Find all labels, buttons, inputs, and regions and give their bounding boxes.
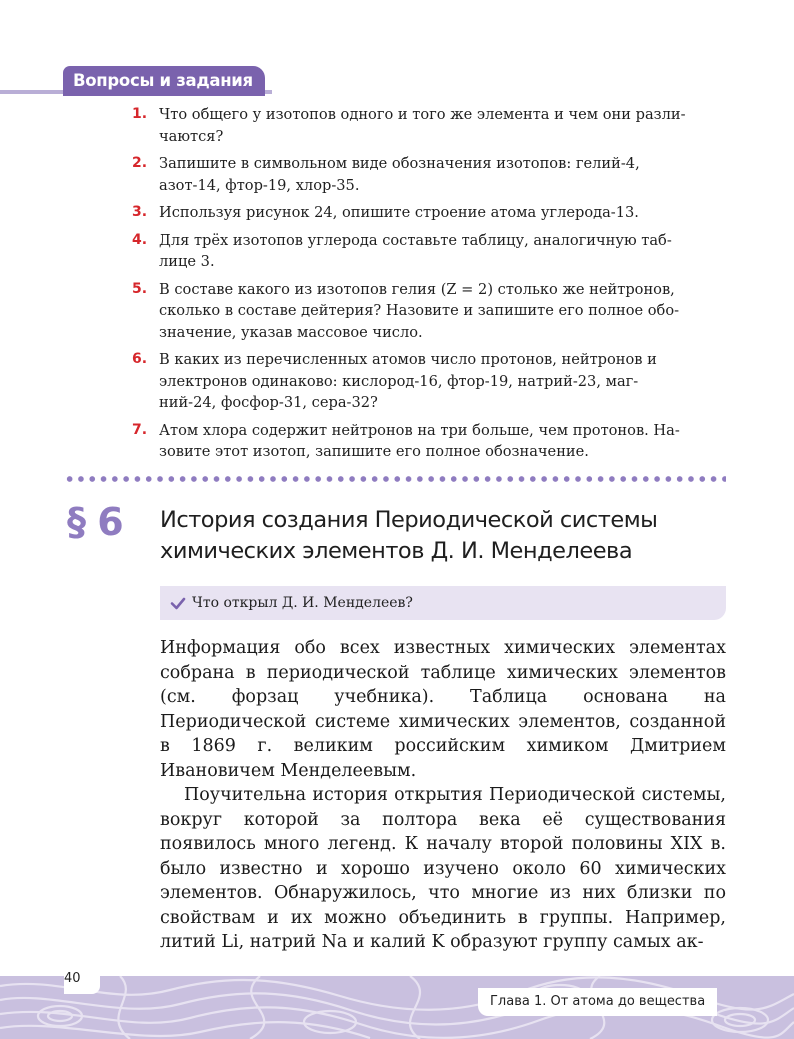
question-number: 2.	[132, 155, 148, 171]
section-number: § 6	[67, 500, 123, 544]
question-line: Атом хлора содержит нейтронов на три больше, чем протонов. На-	[159, 421, 680, 439]
question-number: 1.	[132, 106, 148, 122]
body-paragraph: Поучительна история открытия Периодической системы, вокруг которой за полтора века её существования появилось много легенд. К началу второй половины XIX в. было известно и хорошо изучено около 60 химических элементов. Обнаружилось, что многие из них близки по свойствам и их можно объединить в группы. Например, литий Li, натрий Na и калий K образуют группу самых ак-	[160, 785, 726, 952]
question-line: зовите этот изотоп, запишите его полное обозначение.	[159, 443, 589, 460]
section-title-line: химических элементов Д. И. Менделеева	[160, 538, 633, 564]
section-title	[160, 505, 720, 567]
question-number: 5.	[132, 280, 148, 297]
question-line: чаются?	[159, 127, 224, 145]
question-number: 6.	[132, 351, 148, 367]
section-title-line: История создания Периодической системы	[160, 507, 658, 533]
question-line: Для трёх изотопов углерода составьте таблицу, аналогичную таб-	[159, 231, 672, 249]
dotted-divider	[64, 475, 726, 483]
question-line: В каких из перечисленных атомов число протонов, нейтронов и	[159, 351, 657, 368]
question-line: лице 3.	[159, 253, 215, 270]
body-text	[160, 636, 726, 955]
key-question-text: Что открыл Д. И. Менделеев?	[192, 595, 413, 611]
question-line: электронов одинаково: кислород-16, фтор-19, натрий-23, маг-	[159, 372, 639, 390]
key-question-box	[160, 586, 726, 620]
chapter-label: Глава 1. От атома до вещества	[478, 988, 717, 1016]
question-item	[132, 420, 730, 463]
question-number: 4.	[132, 231, 148, 248]
question-line: значение, указав массовое число.	[159, 323, 423, 341]
question-line: сколько в составе дейтерия? Назовите и запишите его полное обо-	[159, 302, 680, 319]
question-number: 3.	[132, 204, 148, 220]
question-item	[132, 279, 730, 344]
question-item	[132, 349, 730, 414]
question-line: Используя рисунок 24, опишите строение атома углерода-13.	[159, 204, 639, 221]
question-line: В составе какого из изотопов гелия (Z = 2) столько же нейтронов,	[159, 280, 675, 298]
question-line: азот-14, фтор-19, хлор-35.	[159, 176, 360, 194]
questions-list	[132, 104, 730, 469]
question-item	[132, 202, 730, 224]
question-item	[132, 104, 730, 147]
page-number: 40	[64, 968, 100, 994]
question-number: 7.	[132, 421, 148, 438]
questions-header: Вопросы и задания	[63, 66, 265, 96]
question-line: Запишите в символьном виде обозначения изотопов: гелий-4,	[159, 155, 640, 172]
question-item	[132, 153, 730, 196]
question-line: Что общего у изотопов одного и того же элемента и чем они разли-	[159, 106, 686, 123]
question-line: ний-24, фосфор-31, сера-32?	[159, 394, 378, 411]
check-icon	[167, 592, 189, 614]
body-paragraph: Информация обо всех известных химических элементах собрана в периодической таблице химических элементов (см. форзац учебника). Таблица основана на Периодической системе химических элементов, созданной в 1869 г. великим российским химиком Дмитрием Ивановичем Менделеевым.	[160, 638, 726, 781]
question-item	[132, 230, 730, 273]
